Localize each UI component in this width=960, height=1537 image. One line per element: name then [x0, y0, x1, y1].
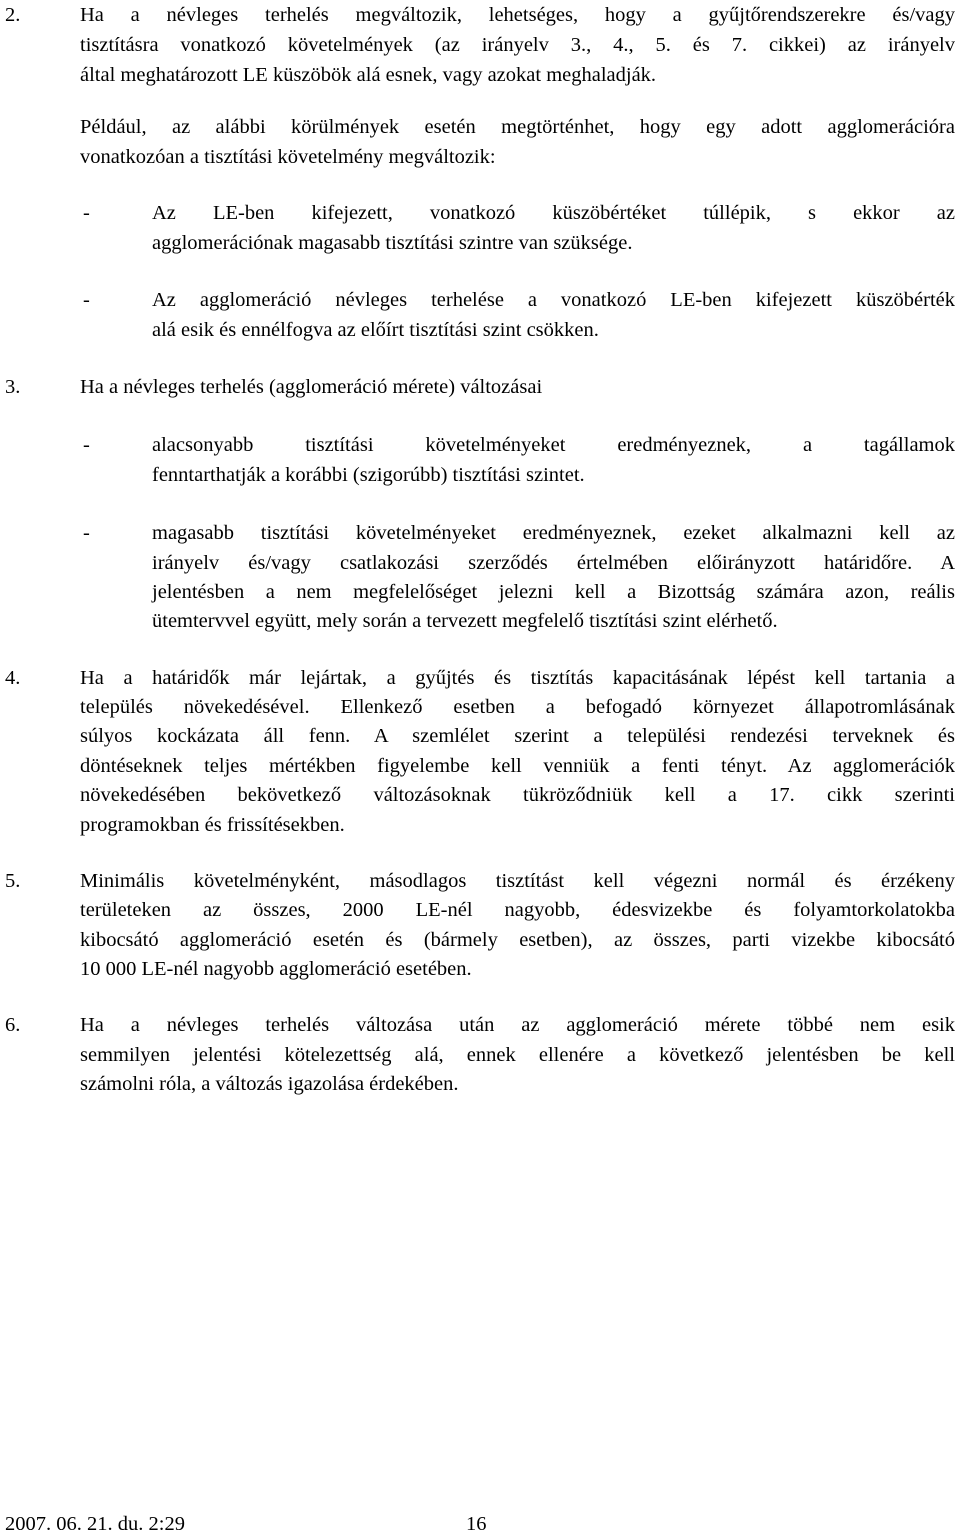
paragraph-line: súlyos kockázata áll fenn. A szemlélet szerint a települési rendezési terveknek és — [80, 725, 955, 747]
list-item-line: Az agglomeráció névleges terhelése a vonatkozó LE-ben kifejezett küszöbérték — [152, 289, 955, 311]
paragraph-line: által meghatározott LE küszöbök alá esnek, vagy azokat meghaladják. — [80, 64, 657, 86]
list-item-line: jelentésben a nem megfelelőséget jelezni kell a Bizottság számára azon, reális — [152, 581, 955, 603]
paragraph-line: település növekedésével. Ellenkező esetben a befogadó környezet állapotromlásának — [80, 696, 955, 718]
section-number: 2. — [5, 4, 21, 26]
paragraph-line: Ha a névleges terhelés (agglomeráció mérete) változásai — [80, 376, 543, 398]
list-dash: - — [83, 522, 90, 544]
paragraph-line: területeken az összes, 2000 LE-nél nagyobb, édesvizekbe és folyamtorkolatokba — [80, 899, 955, 921]
list-item-line: irányelv és/vagy csatlakozási szerződés értelmében előirányzott határidőre. A — [152, 552, 955, 574]
paragraph-line: Ha a határidők már lejártak, a gyűjtés és tisztítás kapacitásának lépést kell tartania a — [80, 667, 955, 689]
paragraph-line: semmilyen jelentési kötelezettség alá, ennek ellenére a következő jelentésben be kell — [80, 1044, 955, 1066]
paragraph-line: 10 000 LE-nél nagyobb agglomeráció esetében. — [80, 958, 472, 980]
paragraph-line: Ha a névleges terhelés megváltozik, lehetséges, hogy a gyűjtőrendszerekre és/vagy — [80, 4, 955, 26]
paragraph-line: döntéseknek teljes mértékben figyelembe kell venniük a fenti tényt. Az agglomerációk — [80, 755, 955, 777]
paragraph-line: tisztításra vonatkozó követelmények (az irányelv 3., 4., 5. és 7. cikkei) az irányelv — [80, 34, 955, 56]
list-dash: - — [83, 289, 90, 311]
paragraph-line: kibocsátó agglomeráció esetén és (bármely esetben), az összes, parti vizekbe kibocsátó — [80, 929, 955, 951]
paragraph-line: Ha a névleges terhelés változása után az agglomeráció mérete többé nem esik — [80, 1014, 955, 1036]
list-item-line: magasabb tisztítási követelményeket eredményeznek, ezeket alkalmazni kell az — [152, 522, 955, 544]
paragraph-line: vonatkozóan a tisztítási követelmény megváltozik: — [80, 146, 496, 168]
list-dash: - — [83, 202, 90, 224]
list-item-line: alacsonyabb tisztítási követelményeket eredményeznek, a tagállamok — [152, 434, 955, 456]
section-number: 3. — [5, 376, 21, 398]
list-item-line: Az LE-ben kifejezett, vonatkozó küszöbértéket túllépik, s ekkor az — [152, 202, 955, 224]
paragraph-line: növekedésében bekövetkező változásoknak tükröződniük kell a 17. cikk szerinti — [80, 784, 955, 806]
paragraph-line: Minimális követelményként, másodlagos tisztítást kell végezni normál és érzékeny — [80, 870, 955, 892]
section-number: 4. — [5, 667, 21, 689]
list-dash: - — [83, 434, 90, 456]
footer-page-number: 16 — [466, 1513, 487, 1535]
list-item-line: agglomerációnak magasabb tisztítási szintre van szüksége. — [152, 232, 633, 254]
paragraph-line: Például, az alábbi körülmények esetén megtörténhet, hogy egy adott agglomerációra — [80, 116, 955, 138]
section-number: 5. — [5, 870, 21, 892]
section-number: 6. — [5, 1014, 21, 1036]
list-item-line: ütemtervvel együtt, mely során a tervezett megfelelő tisztítási szint elérhető. — [152, 610, 778, 632]
list-item-line: alá esik és ennélfogva az előírt tisztítási szint csökken. — [152, 319, 599, 341]
list-item-line: fenntarthatják a korábbi (szigorúbb) tisztítási szintet. — [152, 464, 585, 486]
footer-date: 2007. 06. 21. du. 2:29 — [5, 1513, 185, 1535]
paragraph-line: számolni róla, a változás igazolása érdekében. — [80, 1073, 459, 1095]
paragraph-line: programokban és frissítésekben. — [80, 814, 345, 836]
